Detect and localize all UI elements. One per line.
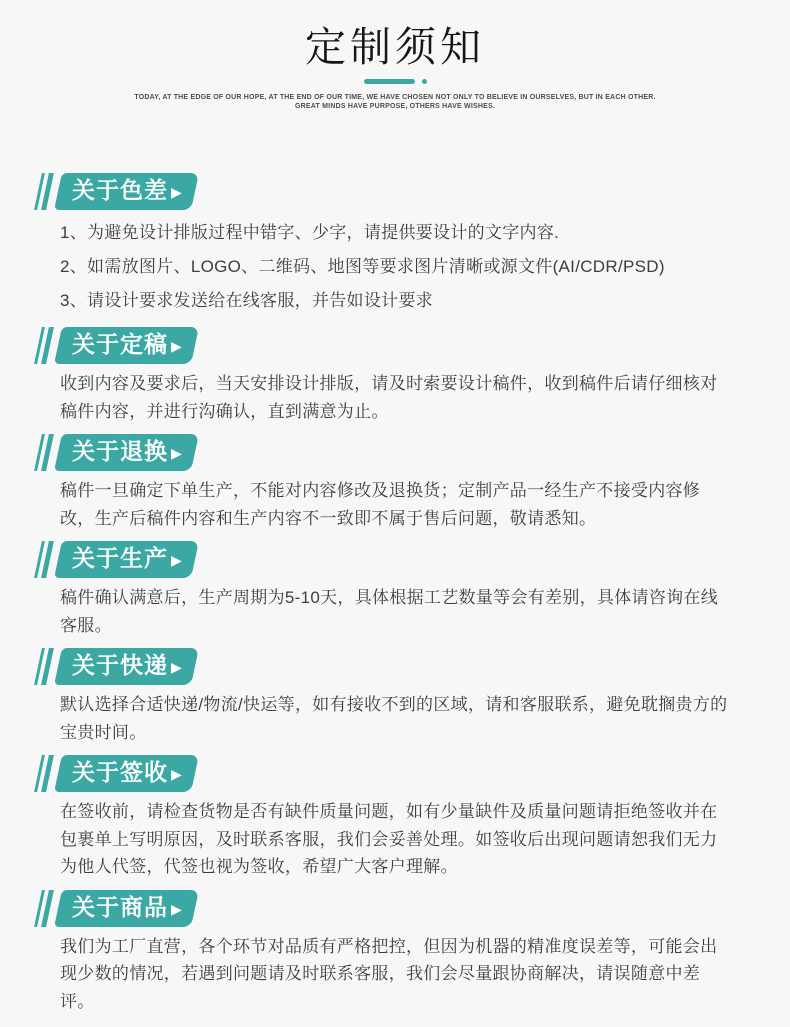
section-title: 关于商品	[72, 893, 168, 920]
section-product	[38, 890, 732, 1016]
subtitle-line-2: GREAT MINDS HAVE PURPOSE, OTHERS HAVE WISHES.	[295, 103, 495, 110]
arrow-right-icon: ▶	[171, 658, 182, 675]
arrow-right-icon: ▶	[171, 765, 182, 782]
section-final-draft	[38, 327, 732, 425]
arrow-right-icon: ▶	[171, 183, 182, 200]
section-title: 关于退换	[72, 438, 168, 464]
section-badge	[54, 541, 199, 578]
section-header	[38, 173, 732, 210]
section-shipping	[38, 648, 732, 746]
section-title: 关于生产	[72, 545, 168, 571]
section-badge	[54, 434, 199, 471]
notice-text: 在签收前，请检查货物是否有缺件质量问题，如有少量缺件及质量问题请拒绝签收并在包裹单上写明原因，及时联系客服，我们会妥善处理。如签收后出现问题请恕我们无力为他人代签，代签也视为签收，希望广大客户理解。	[60, 802, 718, 876]
sections-container	[0, 173, 790, 1015]
section-color-difference	[38, 173, 732, 318]
title-divider	[0, 79, 790, 84]
notice-text: 2、如需放图片、LOGO、二维码、地图等要求图片清晰或源文件(AI/CDR/PSD)	[60, 257, 665, 276]
arrow-right-icon: ▶	[171, 444, 182, 461]
section-body	[60, 584, 732, 639]
arrow-right-icon: ▶	[171, 337, 182, 354]
divider-bar	[364, 79, 415, 84]
section-header	[38, 541, 732, 578]
page-title: 定制须知	[305, 24, 485, 70]
section-header	[38, 327, 732, 364]
subtitle-line-1: TODAY, AT THE EDGE OF OUR HOPE, AT THE END OF OUR TIME, WE HAVE CHOSEN NOT ONLY TO BELIEVE IN OURSELVES, BUT IN EACH OTHER.	[134, 94, 656, 101]
section-badge	[54, 327, 199, 364]
section-header	[38, 434, 732, 471]
section-body	[60, 691, 732, 746]
section-header	[38, 755, 732, 792]
notice-text: 3、请设计要求发送给在线客服，并告如设计要求	[60, 291, 434, 310]
notice-text: 默认选择合适快递/物流/快运等，如有接收不到的区域，请和客服联系，避免耽搁贵方的宝贵时间。	[60, 695, 728, 742]
section-header	[38, 890, 732, 927]
section-production	[38, 541, 732, 639]
arrow-right-icon: ▶	[171, 900, 182, 916]
section-title: 关于快递	[72, 652, 168, 678]
section-badge	[54, 173, 199, 210]
section-title: 关于签收	[72, 759, 168, 785]
section-returns	[38, 434, 732, 532]
section-body	[60, 798, 732, 881]
section-title: 关于色差	[72, 177, 168, 203]
arrow-right-icon: ▶	[171, 551, 182, 568]
notice-text: 我们为工厂直营，各个环节对品质有严格把控，但因为机器的精准度误差等，可能会出现少数的情况，若遇到问题请及时联系客服，我们会尽量跟协商解决，请误随意中差评。	[60, 936, 718, 1011]
section-body	[60, 477, 732, 532]
section-badge	[54, 890, 199, 927]
section-body	[60, 933, 732, 1016]
section-badge	[54, 648, 199, 685]
section-body	[60, 216, 732, 318]
section-badge	[54, 755, 199, 792]
notice-text: 稿件一旦确定下单生产，不能对内容修改及退换货；定制产品一经生产不接受内容修改，生产后稿件内容和生产内容不一致即不属于售后问题，敬请悉知。	[60, 481, 701, 528]
page-subtitle	[0, 93, 790, 111]
section-receiving	[38, 755, 732, 881]
section-header	[38, 648, 732, 685]
section-body	[60, 370, 732, 425]
divider-dot-icon	[422, 79, 427, 84]
notice-text: 稿件确认满意后，生产周期为5-10天，具体根据工艺数量等会有差别，具体请咨询在线客服。	[60, 588, 719, 635]
page-header	[0, 0, 790, 111]
section-title: 关于定稿	[72, 331, 168, 357]
notice-text: 1、为避免设计排版过程中错字、少字，请提供要设计的文字内容.	[60, 223, 560, 242]
notice-text: 收到内容及要求后，当天安排设计排版，请及时索要设计稿件，收到稿件后请仔细核对稿件内容，并进行沟确认，直到满意为止。	[60, 374, 718, 421]
